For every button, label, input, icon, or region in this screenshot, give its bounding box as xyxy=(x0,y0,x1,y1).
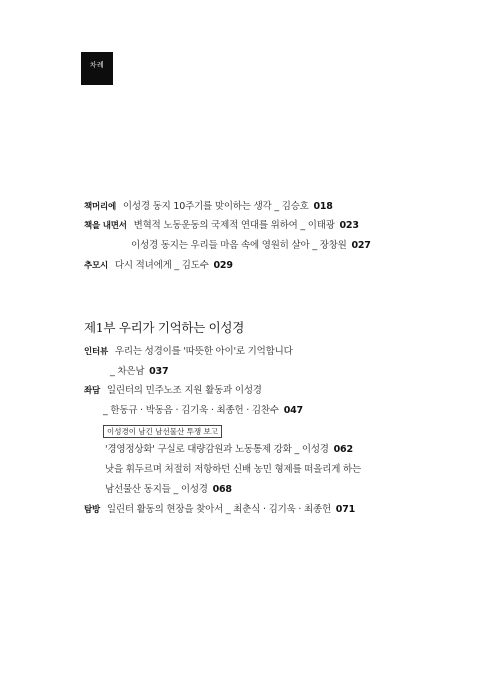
entry-text: _ 차은남 xyxy=(110,366,145,377)
entry-text: 변혁적 노동운동의 국제적 연대를 위하여 _ 이태광 xyxy=(133,220,335,231)
toc-entry-report-2-cont xyxy=(105,484,232,496)
entry-tag: 좌담 xyxy=(84,386,101,396)
entry-page: 062 xyxy=(333,444,353,455)
toc-entry-interview-author xyxy=(110,366,168,378)
entry-page: 027 xyxy=(351,240,371,251)
toc-entry-visit[interactable] xyxy=(84,504,355,516)
entry-page: 023 xyxy=(339,220,359,231)
toc-entry-preface[interactable] xyxy=(84,201,333,213)
entry-text: 우리는 성경이를 '따뜻한 아이'로 기억합니다 xyxy=(114,346,293,357)
entry-tag: 책머리에 xyxy=(84,202,117,212)
entry-page: 029 xyxy=(213,260,233,271)
toc-entry-roundtable[interactable] xyxy=(84,385,262,397)
entry-text: '경영정상화' 구실로 대량감원과 노동통제 강화 _ 이성경 xyxy=(105,444,329,455)
entry-text: 이성경 동지 10주기를 맞이하는 생각 _ 김승호 xyxy=(122,201,309,212)
entry-tag: 탐방 xyxy=(84,505,101,515)
toc-tab xyxy=(81,52,113,85)
entry-text: 일린터의 민주노조 지원 활동과 이성경 xyxy=(106,385,262,396)
entry-tag: 인터뷰 xyxy=(84,347,109,357)
entry-text: 이성경 동지는 우리들 마음 속에 영원히 살아 _ 장창원 xyxy=(131,240,347,251)
entry-page: 037 xyxy=(149,366,169,377)
toc-entry-publishing[interactable] xyxy=(84,220,359,232)
entry-page: 071 xyxy=(335,504,356,515)
entry-tag: 추모시 xyxy=(84,261,109,271)
toc-entry-tribute[interactable] xyxy=(131,240,371,252)
entry-page: 047 xyxy=(283,405,303,416)
toc-entry-poem[interactable] xyxy=(84,260,233,272)
entry-text: 일린터 활동의 현장을 찾아서 _ 최춘식 · 김기욱 · 최종헌 xyxy=(106,504,331,515)
entry-text: 다시 적녀에게 _ 김도수 xyxy=(114,260,209,271)
entry-page: 018 xyxy=(313,201,333,212)
toc-entry-roundtable-authors xyxy=(103,405,303,417)
toc-entry-interview[interactable] xyxy=(84,346,293,358)
entry-text: _ 한동규 · 박동음 · 김기욱 · 최종헌 · 김찬수 xyxy=(103,405,279,416)
part-title: 제1부 우리가 기억하는 이성경 xyxy=(84,320,244,335)
entry-page: 068 xyxy=(212,484,232,495)
toc-entry-report-2[interactable] xyxy=(105,464,361,476)
entry-text: 낫을 휘두르며 처절히 저항하던 신배 농민 형제를 떠올리게 하는 xyxy=(105,464,361,475)
entry-text: 남선물산 동지들 _ 이성경 xyxy=(105,484,208,495)
toc-entry-report-1[interactable] xyxy=(105,444,353,456)
section-box-label: 이성경이 남긴 남선물산 투쟁 보고 xyxy=(103,425,222,438)
entry-tag: 책을 내면서 xyxy=(84,221,127,231)
toc-tab-label: 차례 xyxy=(89,61,105,69)
